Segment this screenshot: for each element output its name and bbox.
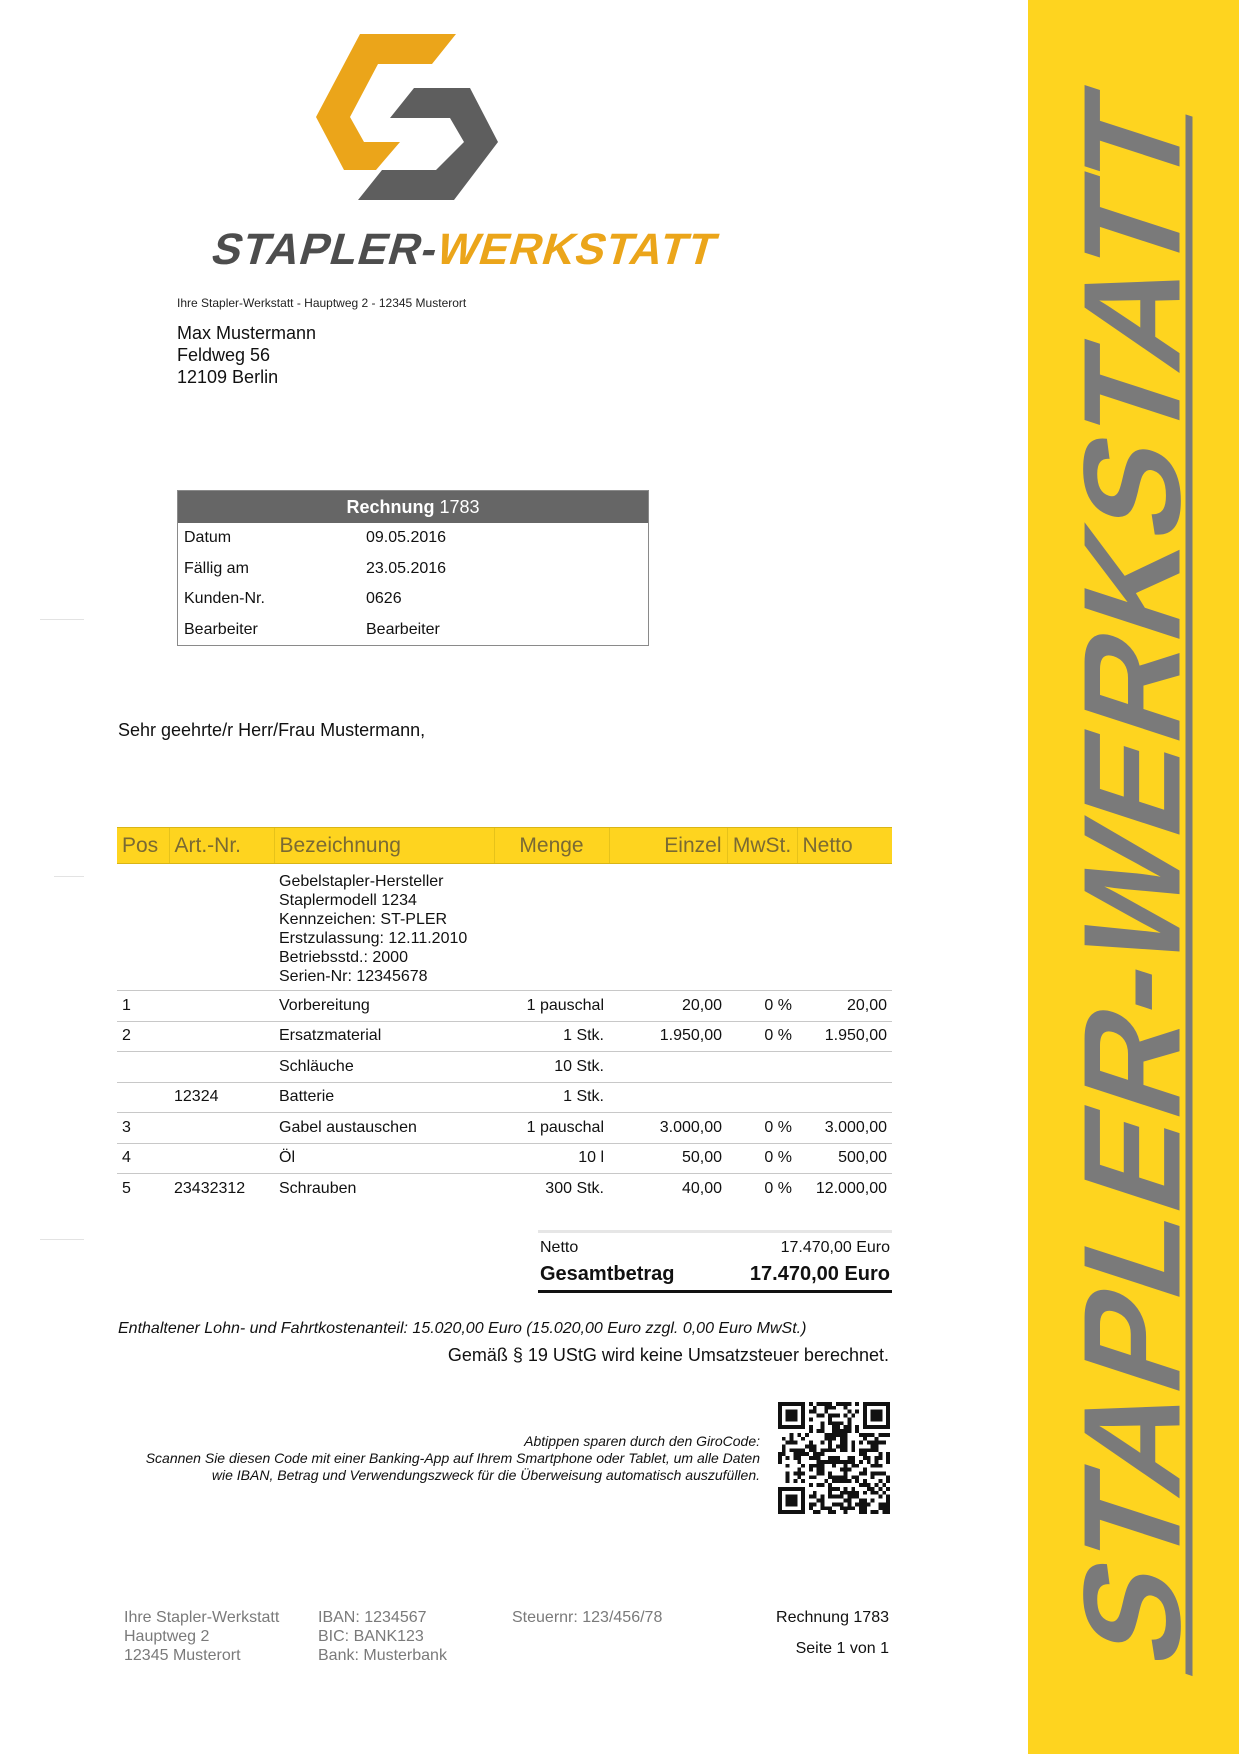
netto-row: [538, 1230, 892, 1260]
invoice-number: 1783: [439, 497, 480, 517]
invoice-info-box: [177, 490, 649, 646]
col-header-menge: Menge: [494, 828, 609, 864]
footer-line: IBAN: 1234567: [318, 1609, 427, 1626]
cell-menge: 1 Stk.: [494, 1021, 609, 1052]
fold-mark: [40, 619, 84, 620]
cell-mwst: 0 %: [764, 1179, 792, 1197]
cell-netto: 500,00: [797, 1143, 892, 1174]
greeting: Sehr geehrte/r Herr/Frau Mustermann,: [118, 720, 426, 740]
line-items-table: [117, 827, 892, 1204]
vehicle-description: [274, 864, 892, 991]
invoice-label: Fällig am: [184, 559, 249, 577]
cell-einzel: 50,00: [609, 1143, 727, 1174]
description-line: Serien-Nr: 12345678: [279, 968, 428, 985]
girocode-line: Abtippen sparen durch den GiroCode:: [524, 1433, 760, 1449]
cell-art-nr: [169, 1052, 274, 1083]
footer-bank: [318, 1608, 447, 1665]
invoice-label: Kunden-Nr.: [184, 590, 265, 607]
table-row: [117, 1113, 892, 1144]
cell-art-nr: 12324: [169, 1082, 274, 1113]
wordmark-part-1: STAPLER-: [206, 225, 446, 274]
cell-bezeichnung: Schläuche: [274, 1052, 494, 1083]
cell-pos: 2: [117, 1021, 169, 1052]
girocode-note: [118, 1433, 760, 1484]
gesamt-row: [538, 1260, 892, 1293]
description-line: Gebelstapler-Hersteller: [279, 873, 444, 890]
cell-mwst: 0 %: [727, 1143, 797, 1174]
invoice-row-clerk: [178, 615, 648, 646]
totals-block: [538, 1230, 892, 1293]
cell-bezeichnung: Ersatzmaterial: [274, 1021, 494, 1052]
cell-bezeichnung: Vorbereitung: [274, 991, 494, 1022]
footer-invoice-ref: Rechnung 1783: [776, 1609, 889, 1626]
footer-line: Bank: Musterbank: [318, 1647, 447, 1664]
cell-einzel: [609, 1082, 727, 1113]
sender-address-line: Ihre Stapler-Werkstatt - Hauptweg 2 - 12345 Musterort: [177, 296, 467, 310]
table-row: [117, 1052, 892, 1083]
cell-netto: [797, 1082, 892, 1113]
footer-line: Ihre Stapler-Werkstatt: [124, 1609, 280, 1626]
cell-menge: 1 pauschal: [494, 1113, 609, 1144]
girocode-line: Scannen Sie diesen Code mit einer Banking-App auf Ihrem Smartphone oder Tablet, um alle Daten: [145, 1450, 760, 1466]
cell-netto: 1.950,00: [797, 1021, 892, 1052]
footer-line: 12345 Musterort: [124, 1647, 241, 1664]
recipient-name: Max Mustermann: [177, 323, 317, 343]
table-row: [117, 1082, 892, 1113]
footer-page-number: Seite 1 von 1: [795, 1640, 889, 1657]
girocode-line: wie IBAN, Betrag und Verwendungszweck für die Überweisung automatisch auszufüllen.: [211, 1467, 760, 1483]
table-row: [117, 1143, 892, 1174]
footer-line: BIC: BANK123: [318, 1628, 424, 1645]
invoice-value: 09.05.2016: [366, 529, 447, 546]
cell-bezeichnung: Batterie: [274, 1082, 494, 1113]
description-line: Kennzeichen: ST-PLER: [279, 911, 448, 928]
gesamt-label: Gesamtbetrag: [540, 1263, 675, 1285]
description-line: Erstzulassung: 12.11.2010: [279, 930, 468, 947]
company-logo-icon: [316, 34, 498, 200]
col-header-pos: Pos: [117, 828, 169, 864]
footer-tax: [512, 1608, 662, 1627]
table-row: [117, 991, 892, 1022]
invoice-label: Bearbeiter: [184, 620, 258, 638]
cell-einzel: 40,00: [681, 1179, 722, 1197]
col-header-mwst: MwSt.: [727, 828, 797, 864]
col-header-art-nr: Art.-Nr.: [169, 828, 274, 864]
footer-page-info: [700, 1608, 889, 1658]
cell-bezeichnung: Schrauben: [279, 1179, 357, 1197]
cell-netto: [797, 1052, 892, 1083]
company-wordmark: [206, 225, 724, 275]
col-header-einzel: Einzel: [609, 828, 727, 864]
cell-einzel: 1.950,00: [609, 1021, 727, 1052]
footer-line: Steuernr: 123/456/78: [512, 1609, 663, 1626]
labor-cost-note: Enthaltener Lohn- und Fahrtkostenanteil: 15.020,00 Euro (15.020,00 Euro zzgl. 0,00 Euro MwSt.): [118, 1320, 807, 1337]
footer-line: Hauptweg 2: [124, 1628, 210, 1645]
tax-exemption-note: Gemäß § 19 UStG wird keine Umsatzsteuer berechnet.: [447, 1345, 889, 1365]
cell-mwst: 0 %: [727, 1021, 797, 1052]
cell-pos: 5: [122, 1179, 131, 1197]
cell-netto: 3.000,00: [797, 1113, 892, 1144]
cell-art-nr: [169, 1113, 274, 1144]
cell-pos: [117, 1082, 169, 1113]
cell-menge: 300 Stk.: [545, 1179, 604, 1197]
recipient-address: [177, 322, 316, 388]
cell-art-nr: [169, 1021, 274, 1052]
invoice-value: 23.05.2016: [366, 559, 447, 577]
cell-netto: 20,00: [797, 991, 892, 1022]
cell-pos: 3: [117, 1113, 169, 1144]
brand-side-band: [1028, 0, 1239, 1754]
cell-einzel: 20,00: [609, 991, 727, 1022]
cell-menge: 10 Stk.: [494, 1052, 609, 1083]
cell-bezeichnung: Öl: [274, 1143, 494, 1174]
punch-mark: [54, 876, 84, 877]
netto-value: 17.470,00 Euro: [780, 1239, 890, 1256]
invoice-row-customer: [178, 584, 648, 615]
cell-bezeichnung: Gabel austauschen: [274, 1113, 494, 1144]
recipient-city: 12109 Berlin: [177, 367, 279, 387]
cell-mwst: [727, 1082, 797, 1113]
band-brand-text: STAPLER-WERKSTATT: [1055, 72, 1210, 1682]
cell-pos: [117, 1052, 169, 1083]
recipient-street: Feldweg 56: [177, 345, 271, 365]
netto-label: Netto: [540, 1239, 579, 1256]
invoice-header: [178, 491, 648, 523]
gesamt-value: 17.470,00 Euro: [749, 1263, 890, 1285]
cell-einzel: [609, 1052, 727, 1083]
table-row: [117, 1021, 892, 1052]
cell-art-nr: [169, 991, 274, 1022]
invoice-row-date: [178, 523, 648, 554]
cell-mwst: [727, 1052, 797, 1083]
cell-mwst: 0 %: [727, 1113, 797, 1144]
invoice-label: Datum: [184, 529, 232, 546]
fold-mark: [40, 1239, 84, 1240]
invoice-title: Rechnung: [346, 497, 435, 517]
col-header-bezeichnung: Bezeichnung: [274, 828, 494, 864]
cell-netto: 12.000,00: [815, 1179, 887, 1197]
cell-menge: 1 Stk.: [494, 1082, 609, 1113]
cell-pos: 1: [117, 991, 169, 1022]
vehicle-description-row: [117, 864, 892, 991]
invoice-value: Bearbeiter: [366, 620, 440, 638]
cell-menge: 1 pauschal: [494, 991, 609, 1022]
cell-menge: 10 l: [494, 1143, 609, 1174]
qr-code-icon[interactable]: [778, 1402, 890, 1514]
description-line: Staplermodell 1234: [279, 892, 417, 909]
invoice-value: 0626: [366, 590, 402, 607]
wordmark-part-2: WERKSTATT: [431, 225, 724, 274]
footer-address: [124, 1608, 279, 1665]
invoice-row-due: [178, 554, 648, 585]
cell-mwst: 0 %: [727, 991, 797, 1022]
description-line: Betriebsstd.: 2000: [279, 949, 408, 966]
cell-pos: 4: [117, 1143, 169, 1174]
table-header-row: [117, 828, 892, 864]
cell-einzel: 3.000,00: [609, 1113, 727, 1144]
col-header-netto: Netto: [797, 828, 892, 864]
cell-art-nr: [169, 1143, 274, 1174]
table-row: [117, 1174, 892, 1204]
cell-art-nr: 23432312: [174, 1179, 246, 1197]
